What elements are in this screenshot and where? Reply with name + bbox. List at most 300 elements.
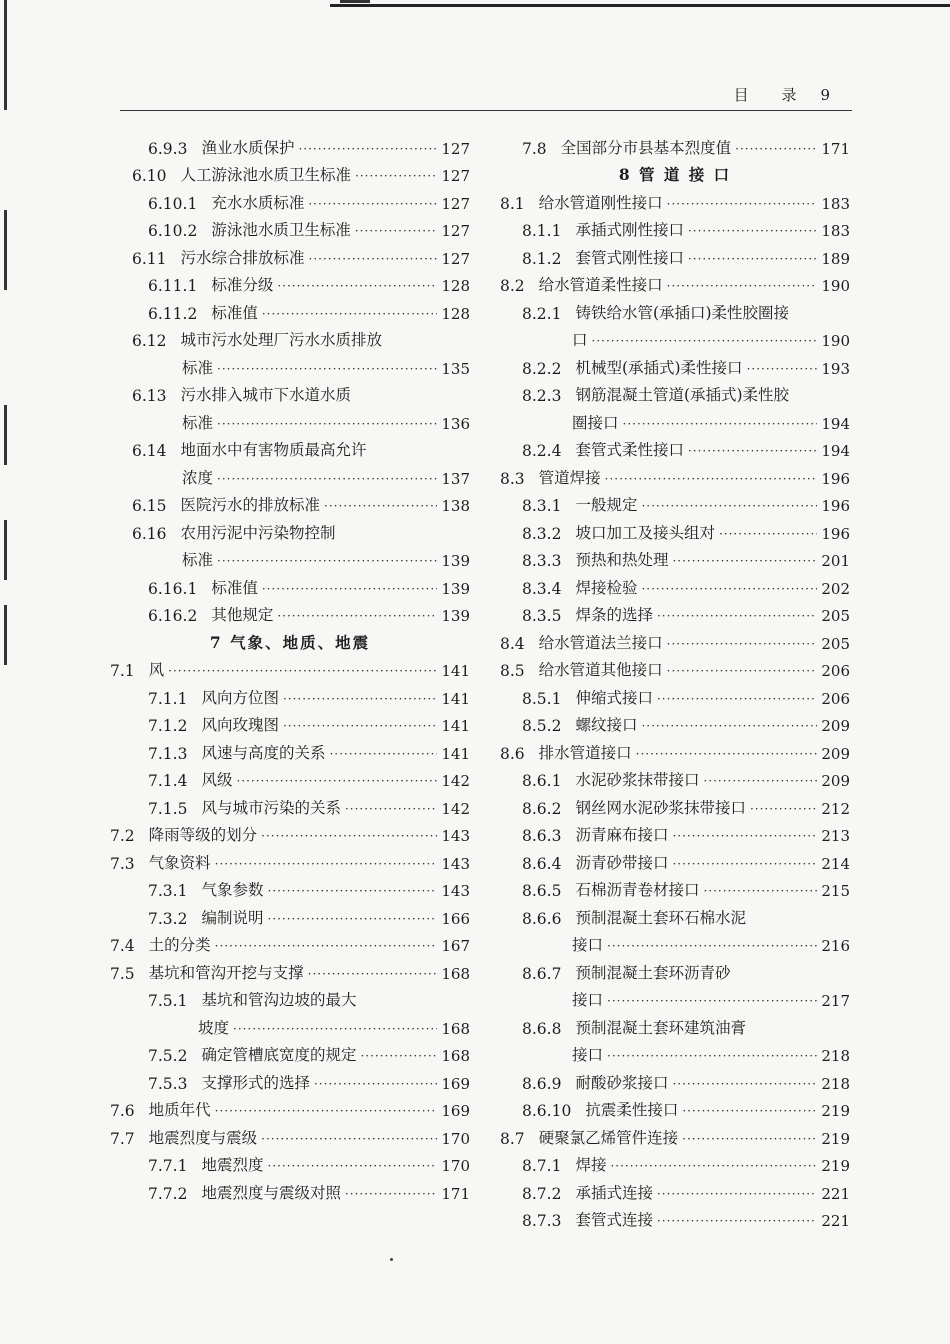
toc-entry[interactable] <box>500 598 850 626</box>
toc-entry[interactable] <box>500 185 850 213</box>
toc-entry-title: 城市污水处理厂污水水质排放 <box>180 331 383 349</box>
toc-entry[interactable] <box>110 378 470 406</box>
toc-entry-number: 6.16.1 <box>148 579 198 598</box>
toc-entry-number: 8.3.2 <box>522 524 562 543</box>
toc-entry-number: 7.6 <box>110 1102 135 1120</box>
toc-entry-title: 编制说明 <box>201 908 264 927</box>
toc-entry-page: 139 <box>441 552 470 570</box>
dot-leader <box>641 580 817 598</box>
toc-entry-title: 全国部分市县基本烈度值 <box>560 138 732 157</box>
toc-entry[interactable] <box>110 680 470 708</box>
dot-leader <box>672 552 817 570</box>
toc-entry[interactable] <box>500 350 850 378</box>
toc-entry-title: 铸铁给水管(承插口)柔性胶圈接 <box>575 303 790 322</box>
dot-leader <box>667 195 818 213</box>
toc-entry-title: 支撑形式的选择 <box>201 1073 310 1092</box>
toc-entry-title: 充水水质标准 <box>211 193 305 212</box>
toc-entry-title: 预制混凝土套环沥青砂 <box>575 963 731 982</box>
dot-leader <box>355 167 437 185</box>
toc-entry[interactable] <box>500 708 850 736</box>
toc-entry-page: 214 <box>821 854 850 873</box>
toc-entry-number: 7.8 <box>522 139 547 158</box>
toc-entry-number: 8.6.4 <box>522 854 562 873</box>
toc-entry-title: 接口 <box>572 1046 604 1064</box>
dot-leader <box>262 580 438 598</box>
toc-entry-number: 6.13 <box>132 387 167 405</box>
dot-leader <box>688 442 817 460</box>
toc-entry[interactable] <box>500 543 850 571</box>
toc-entry-page: 169 <box>441 1074 470 1093</box>
toc-entry[interactable] <box>500 570 850 598</box>
toc-entry[interactable] <box>500 955 850 983</box>
dot-leader <box>360 1047 437 1065</box>
toc-entry[interactable] <box>500 873 850 901</box>
toc-entry-page: 205 <box>821 607 850 625</box>
toc-entry-page: 205 <box>821 634 850 653</box>
binding-mark <box>4 210 7 290</box>
toc-entry-number: 6.15 <box>132 497 167 515</box>
dot-leader <box>345 800 437 818</box>
toc-entry[interactable] <box>110 708 470 736</box>
toc-entry[interactable] <box>110 1093 470 1121</box>
toc-entry-number: 6.11 <box>132 249 167 268</box>
toc-entry-title: 地震烈度 <box>201 1156 264 1174</box>
toc-entry[interactable] <box>500 240 850 268</box>
toc-entry-title: 风 <box>148 661 165 679</box>
toc-entry-page: 137 <box>441 469 470 488</box>
toc-entry[interactable] <box>500 323 850 351</box>
toc-entry[interactable] <box>500 763 850 791</box>
dot-leader <box>641 717 817 735</box>
dot-leader <box>283 717 437 735</box>
toc-entry-title: 给水管道法兰接口 <box>538 633 663 652</box>
toc-entry[interactable] <box>110 845 470 873</box>
toc-entry-title: 圈接口 <box>572 413 619 432</box>
binding-mark <box>4 520 7 580</box>
toc-entry[interactable] <box>500 1203 850 1231</box>
dot-leader <box>345 1185 437 1203</box>
toc-entry-number: 7.7.2 <box>148 1184 188 1203</box>
dot-leader <box>309 250 438 268</box>
toc-entry-number: 7.3 <box>110 854 135 873</box>
toc-entry-number: 8.6.5 <box>522 882 562 900</box>
toc-entry[interactable] <box>500 1148 850 1176</box>
toc-entry-title: 耐酸砂浆接口 <box>575 1073 669 1092</box>
toc-entry-number: 6.9.3 <box>148 139 188 158</box>
dot-leader <box>217 470 437 488</box>
toc-entry-title: 沥青麻布接口 <box>575 826 669 844</box>
toc-entry-number: 8.5 <box>500 662 525 680</box>
toc-entry[interactable] <box>110 1065 470 1093</box>
toc-entry-page: 168 <box>441 1047 470 1065</box>
dot-leader <box>215 937 438 955</box>
toc-entry-page: 194 <box>821 414 850 433</box>
toc-entry-title: 套管式柔性接口 <box>575 441 684 459</box>
toc-entry-number: 7.7 <box>110 1129 135 1148</box>
toc-entry-page: 142 <box>441 772 470 790</box>
dot-leader <box>329 745 437 763</box>
toc-entry-number: 8.3.5 <box>522 607 562 625</box>
dot-leader <box>703 772 817 790</box>
toc-entry-title: 基坑和管沟边坡的最大 <box>201 991 357 1009</box>
toc-entry[interactable] <box>110 955 470 983</box>
toc-entry[interactable] <box>110 460 470 488</box>
toc-entry[interactable] <box>110 323 470 351</box>
dot-leader <box>703 882 817 900</box>
toc-entry[interactable] <box>500 1120 850 1148</box>
toc-entry-title: 基坑和管沟开挖与支撑 <box>148 963 304 982</box>
toc-entry[interactable] <box>500 1175 850 1203</box>
toc-entry-title: 渔业水质保护 <box>201 138 295 157</box>
toc-entry-number: 8.6.1 <box>522 772 562 790</box>
dot-leader <box>605 470 818 488</box>
dot-leader <box>672 827 817 845</box>
toc-entry[interactable] <box>110 158 470 186</box>
toc-entry-page: 201 <box>821 552 850 570</box>
toc-entry-number: 8.6.10 <box>522 1102 572 1120</box>
dot-leader <box>747 360 818 378</box>
toc-entry-page: 218 <box>821 1074 850 1093</box>
toc-entry[interactable] <box>110 295 470 323</box>
toc-entry-number: 8.6.7 <box>522 964 562 983</box>
toc-entry-title: 风速与高度的关系 <box>201 743 326 762</box>
toc-entry-page: 183 <box>821 222 850 240</box>
toc-entry-title: 给水管道刚性接口 <box>538 193 663 212</box>
toc-entry-page: 196 <box>821 524 850 543</box>
toc-entry-title: 接口 <box>572 991 604 1009</box>
dot-leader <box>657 690 817 708</box>
toc-entry[interactable] <box>110 515 470 543</box>
toc-entry[interactable] <box>500 1038 850 1066</box>
toc-entry-page: 193 <box>821 359 850 378</box>
dot-leader <box>610 1157 817 1175</box>
toc-entry-number: 6.16 <box>132 524 167 543</box>
toc-entry[interactable] <box>110 735 470 763</box>
toc-entry-page: 209 <box>821 717 850 735</box>
toc-entry-page: 127 <box>441 222 470 240</box>
toc-entry-page: 221 <box>821 1212 850 1230</box>
toc-entry[interactable] <box>500 488 850 516</box>
dot-leader <box>688 250 817 268</box>
toc-entry-title: 预制混凝土套环石棉水泥 <box>575 908 746 927</box>
toc-entry[interactable] <box>110 570 470 598</box>
toc-entry[interactable] <box>110 405 470 433</box>
toc-entry-title: 坡口加工及接头组对 <box>575 523 715 542</box>
toc-entry-title: 浓度 <box>182 468 214 487</box>
toc-entry[interactable] <box>110 488 470 516</box>
toc-entry-number: 7.4 <box>110 937 135 955</box>
toc-entry-page: 141 <box>441 717 470 735</box>
toc-entry[interactable] <box>500 515 850 543</box>
toc-entry-number: 8.2.4 <box>522 442 562 460</box>
dot-leader <box>262 305 438 323</box>
toc-entry[interactable] <box>500 928 850 956</box>
toc-entry[interactable] <box>500 1065 850 1093</box>
toc-entry-number: 7.5.1 <box>148 992 188 1010</box>
toc-entry[interactable] <box>110 763 470 791</box>
dot-leader <box>682 1130 817 1148</box>
toc-entry-number: 8.2.2 <box>522 359 562 378</box>
toc-entry[interactable] <box>500 460 850 488</box>
toc-entry-number: 8.5.1 <box>522 689 562 708</box>
toc-entry[interactable] <box>500 845 850 873</box>
toc-entry-page: 167 <box>441 937 470 955</box>
chapter-heading: 7 气象、地质、地震 <box>209 632 371 652</box>
toc-entry-number: 7.1.4 <box>148 772 188 790</box>
toc-entry[interactable] <box>500 653 850 681</box>
toc-entry-page: 136 <box>441 414 470 433</box>
dot-leader <box>657 1212 817 1230</box>
toc-entry[interactable] <box>500 378 850 406</box>
toc-entry-page: 219 <box>821 1157 850 1175</box>
toc-entry-title: 标准分级 <box>211 276 274 294</box>
toc-entry-title: 风向玫瑰图 <box>201 716 279 734</box>
toc-entry-title: 确定管槽底宽度的规定 <box>201 1046 357 1064</box>
toc-entry-title: 焊条的选择 <box>575 606 653 624</box>
dot-leader <box>261 827 437 845</box>
dot-leader <box>308 195 437 213</box>
toc-entry-number: 8.2 <box>500 277 525 295</box>
dot-leader <box>283 690 437 708</box>
toc-entry[interactable] <box>110 213 470 241</box>
dot-leader <box>277 607 437 625</box>
toc-entry[interactable] <box>110 1010 470 1038</box>
toc-entry-title: 预制混凝土套环建筑油膏 <box>575 1018 746 1037</box>
toc-entry-number: 7.5.2 <box>148 1047 188 1065</box>
toc-entry-number: 8.1.1 <box>522 222 562 240</box>
dot-leader <box>267 1157 437 1175</box>
toc-entry[interactable] <box>110 928 470 956</box>
toc-entry-title: 抗震柔性接口 <box>585 1101 679 1119</box>
toc-entry[interactable] <box>110 350 470 378</box>
dot-leader <box>261 1130 437 1148</box>
toc-entry[interactable] <box>110 268 470 296</box>
dot-leader <box>719 525 817 543</box>
toc-entry-page: 170 <box>441 1157 470 1175</box>
toc-entry-page: 189 <box>821 249 850 268</box>
toc-entry-number: 8.7.3 <box>522 1212 562 1230</box>
toc-entry-page: 171 <box>821 139 850 158</box>
toc-entry-title: 标准值 <box>211 303 258 322</box>
toc-entry-page: 143 <box>441 882 470 900</box>
dot-leader <box>607 1047 817 1065</box>
toc-entry[interactable] <box>110 790 470 818</box>
toc-entry-title: 套管式刚性接口 <box>575 248 684 267</box>
dot-leader <box>750 800 817 818</box>
toc-entry-number: 6.11.2 <box>148 304 198 323</box>
toc-entry-title: 地震烈度与震级 <box>148 1128 258 1147</box>
toc-entry[interactable] <box>500 1093 850 1121</box>
toc-entry-title: 污水综合排放标准 <box>180 248 305 267</box>
toc-entry-page: 142 <box>441 799 470 818</box>
toc-entry-page: 216 <box>821 937 850 955</box>
toc-entry-number: 8.1 <box>500 194 525 213</box>
toc-entry-number: 8.6 <box>500 744 525 763</box>
dot-leader <box>641 497 817 515</box>
toc-entry-page: 171 <box>441 1184 470 1203</box>
toc-entry-number: 7.1 <box>110 662 135 680</box>
dot-leader <box>667 662 818 680</box>
toc-entry[interactable] <box>110 1038 470 1066</box>
toc-entry-title: 土的分类 <box>148 936 211 954</box>
toc-entry[interactable] <box>110 130 470 158</box>
toc-entry-title: 预热和热处理 <box>575 551 669 569</box>
toc-entry-title: 钢丝网水泥砂浆抹带接口 <box>575 798 746 817</box>
toc-entry-title: 套管式连接 <box>575 1211 653 1229</box>
dot-leader <box>355 222 438 240</box>
toc-entry-number: 8.6.9 <box>522 1074 562 1093</box>
toc-entry-page: 212 <box>821 799 850 818</box>
toc-entry[interactable] <box>110 653 470 681</box>
toc-entry[interactable] <box>500 625 850 653</box>
toc-entry[interactable] <box>110 433 470 461</box>
toc-entry-page: 213 <box>821 827 850 845</box>
dot-leader <box>657 1185 817 1203</box>
toc-entry-page: 127 <box>441 249 470 268</box>
toc-entry-number: 8.2.3 <box>522 387 562 405</box>
dot-leader <box>308 965 438 983</box>
toc-entry-title: 硬聚氯乙烯管件连接 <box>538 1128 679 1147</box>
toc-entry[interactable] <box>110 543 470 571</box>
toc-entry[interactable] <box>110 983 470 1011</box>
toc-entry-title: 标准 <box>182 413 214 432</box>
toc-entry-title: 伸缩式接口 <box>575 688 653 707</box>
scan-dot <box>390 1258 393 1261</box>
toc-entry[interactable] <box>110 1148 470 1176</box>
toc-entry-number: 6.10 <box>132 167 167 185</box>
toc-entry-page: 170 <box>441 1129 470 1148</box>
dot-leader <box>607 992 817 1010</box>
toc-entry-number: 6.10.1 <box>148 194 198 213</box>
toc-entry[interactable] <box>500 818 850 846</box>
toc-entry-title: 承插式连接 <box>575 1183 653 1202</box>
dot-leader <box>672 855 817 873</box>
toc-entry-title: 人工游泳池水质卫生标准 <box>180 166 352 184</box>
toc-entry-page: 202 <box>821 579 850 598</box>
header-title: 目 录 <box>733 86 811 104</box>
toc-entry-page: 128 <box>441 277 470 295</box>
page-number: 9 <box>820 86 830 104</box>
toc-entry-page: 139 <box>441 607 470 625</box>
toc-entry-title: 游泳池水质卫生标准 <box>211 221 351 239</box>
toc-entry-title: 承插式刚性接口 <box>575 221 684 239</box>
toc-entry-number: 7.5.3 <box>148 1074 188 1093</box>
dot-leader <box>623 415 818 433</box>
dot-leader <box>314 1075 437 1093</box>
toc-entry-page: 168 <box>441 964 470 983</box>
toc-entry[interactable] <box>500 433 850 461</box>
dot-leader <box>277 277 437 295</box>
toc-entry-number: 8.7 <box>500 1129 525 1148</box>
toc-entry-number: 7.1.3 <box>148 744 188 763</box>
toc-entry-page: 141 <box>441 744 470 763</box>
toc-entry-title: 钢筋混凝土管道(承插式)柔性胶 <box>575 386 790 404</box>
toc-entry[interactable] <box>110 185 470 213</box>
toc-entry[interactable] <box>500 130 850 158</box>
toc-entry-number: 7.1.1 <box>148 689 188 708</box>
header-text <box>734 84 830 105</box>
toc-entry[interactable] <box>500 213 850 241</box>
toc-entry-page: 166 <box>441 909 470 928</box>
toc-entry-number: 6.16.2 <box>148 607 198 625</box>
dot-leader <box>267 910 437 928</box>
toc-entry-number: 8.2.1 <box>522 304 562 323</box>
toc-entry-number: 8.5.2 <box>522 717 562 735</box>
toc-entry-page: 139 <box>441 579 470 598</box>
toc-entry-page: 138 <box>441 497 470 515</box>
toc-entry-page: 221 <box>821 1184 850 1203</box>
toc-entry-page: 143 <box>441 827 470 845</box>
toc-entry-page: 219 <box>821 1129 850 1148</box>
toc-entry-page: 141 <box>441 662 470 680</box>
toc-entry-title: 风级 <box>201 771 233 789</box>
toc-entry-title: 风向方位图 <box>201 688 279 707</box>
toc-entry[interactable] <box>500 295 850 323</box>
toc-entry-title: 石棉沥青卷材接口 <box>575 881 700 899</box>
scan-artifact <box>340 0 370 3</box>
toc-entry-page: 196 <box>821 469 850 488</box>
toc-entry-title: 一般规定 <box>575 496 638 514</box>
toc-entry-title: 接口 <box>572 936 604 954</box>
toc-entry-page: 127 <box>441 194 470 213</box>
toc-entry[interactable] <box>500 790 850 818</box>
toc-entry-page: 128 <box>441 304 470 323</box>
toc-left-column <box>110 130 470 1203</box>
toc-entry-number: 8.6.8 <box>522 1019 562 1038</box>
toc-entry[interactable] <box>500 983 850 1011</box>
toc-entry-title: 坡度 <box>198 1018 230 1037</box>
toc-entry-page: 196 <box>821 497 850 515</box>
toc-entry-title: 标准值 <box>211 578 258 597</box>
dot-leader <box>298 140 437 158</box>
toc-entry-page: 183 <box>821 194 850 213</box>
toc-entry[interactable] <box>500 405 850 433</box>
toc-entry-page: 215 <box>821 882 850 900</box>
toc-entry[interactable] <box>110 900 470 928</box>
toc-entry-title: 医院污水的排放标准 <box>180 496 321 514</box>
toc-entry[interactable] <box>110 1175 470 1203</box>
toc-entry-title: 地震烈度与震级对照 <box>201 1183 341 1202</box>
toc-entry-page: 127 <box>441 139 470 158</box>
toc-entry[interactable] <box>110 1120 470 1148</box>
toc-entry-number: 7.7.1 <box>148 1157 188 1175</box>
toc-entry[interactable] <box>110 240 470 268</box>
toc-entry-title: 螺纹接口 <box>575 716 638 734</box>
toc-entry[interactable] <box>110 598 470 626</box>
toc-entry[interactable] <box>500 268 850 296</box>
dot-leader <box>217 552 437 570</box>
page-header <box>120 84 852 111</box>
toc-entry-title: 污水排入城市下水道水质 <box>180 386 352 404</box>
toc-entry-title: 标准 <box>182 358 214 377</box>
toc-entry[interactable] <box>500 1010 850 1038</box>
dot-leader <box>168 662 437 680</box>
toc-entry-title: 风与城市污染的关系 <box>201 798 341 817</box>
toc-entry[interactable] <box>500 680 850 708</box>
toc-entry[interactable] <box>110 873 470 901</box>
toc-entry-title: 降雨等级的划分 <box>148 826 258 844</box>
toc-entry[interactable] <box>500 735 850 763</box>
toc-entry[interactable] <box>500 900 850 928</box>
toc-entry-number: 7.2 <box>110 827 135 845</box>
toc-entry[interactable] <box>110 818 470 846</box>
scan-artifact <box>330 4 950 7</box>
dot-leader <box>667 277 818 295</box>
toc-entry-title: 水泥砂浆抹带接口 <box>575 771 700 789</box>
toc-entry-page: 219 <box>821 1102 850 1120</box>
toc-entry-page: 209 <box>821 744 850 763</box>
toc-entry-title: 气象参数 <box>201 881 264 899</box>
